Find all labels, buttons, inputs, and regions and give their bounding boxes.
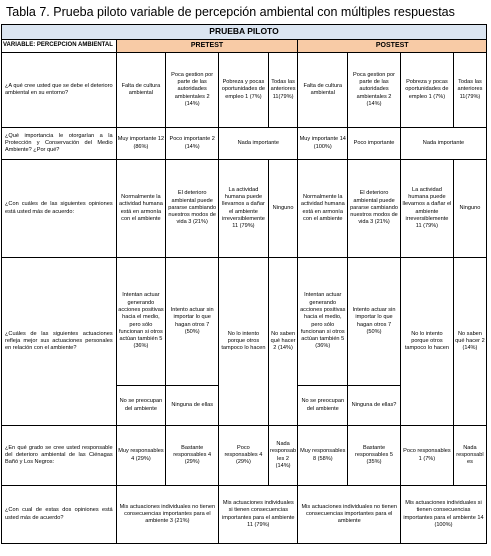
- table-row: [2, 128, 487, 160]
- postest-option: Muy importante 14 (100%): [298, 128, 348, 160]
- table-row: [2, 160, 487, 258]
- postest-option: Ninguna de ellas?: [348, 386, 401, 426]
- question-cell: ¿En qué grado se cree usted responsable del deterioro ambiental de las Ciénagas Bañó y Los Negros:: [2, 426, 117, 486]
- postest-option: Muy responsables 8 (58%): [298, 426, 348, 486]
- table-caption: Tabla 7. Prueba piloto variable de percepción ambiental con múltiples respuestas: [6, 5, 455, 19]
- postest-option: La actividad humana puede llevarnos a dañar el ambiente irreversiblemente 11 (79%): [400, 160, 453, 258]
- pretest-option: No saben qué hacer 2 (14%): [268, 258, 298, 426]
- postest-option: Normalmente la actividad humana está en armonía con el ambiente: [298, 160, 348, 258]
- pretest-option: Poco importante 2 (14%): [166, 128, 219, 160]
- question-cell: ¿Cuáles de las siguientes actuaciones refleja mejor sus actuaciones personales en relación con el ambiente?: [2, 258, 117, 426]
- postest-option: Poco importante: [348, 128, 401, 160]
- results-table: [1, 24, 487, 544]
- pretest-option: Pobreza y pocas oportunidades de empleo 1 (7%): [219, 53, 269, 128]
- pretest-option: Intento actuar sin importar lo que hagan otros 7 (50%): [166, 258, 219, 386]
- postest-option: No se preocupan del ambiente: [298, 386, 348, 426]
- question-cell: ¿A qué cree usted que se debe el deterioro ambiental en su entorno?: [2, 53, 117, 128]
- pretest-option: Falta de cultura ambiental: [116, 53, 166, 128]
- pretest-option: Muy importante 12 (86%): [116, 128, 166, 160]
- pretest-option: La actividad humana puede llevarnos a dañar el ambiente irreversiblemente 11 (79%): [219, 160, 269, 258]
- pretest-option: Intentan actuar generando acciones positivas hacia el medio, pero sólo funcionan si otros actúan también 5 (36%): [116, 258, 166, 386]
- postest-option: Intentan actuar generando acciones positivas hacia el medio, pero sólo funcionan si otros actúan también 5 (36%): [298, 258, 348, 386]
- table-row: [2, 258, 487, 386]
- pretest-option: Muy responsables 4 (29%): [116, 426, 166, 486]
- postest-option: Mis actuaciones individuales no tienen consecuencias importantes para el ambiente: [298, 486, 401, 544]
- question-cell: ¿Con cuáles de las siguientes opiniones está usted más de acuerdo:: [2, 160, 117, 258]
- pretest-option: Ninguna de ellas: [166, 386, 219, 426]
- postest-option: No saben qué hacer 2 (14%): [453, 258, 486, 426]
- postest-option: Pobreza y pocas oportunidades de empleo 1 (7%): [400, 53, 453, 128]
- pretest-option: No se preocupan del ambiente: [116, 386, 166, 426]
- question-cell: ¿Qué importancia le otorgarían a la Protección y Conservación del Medio Ambiente? ¿Por qué?: [2, 128, 117, 160]
- postest-option: El deterioro ambiental puede pararse cambiando nuestros modos de vida 3 (21%): [348, 160, 401, 258]
- postest-option: Bastante responsables 5 (35%): [348, 426, 401, 486]
- question-cell: ¿Con cual de estas dos opiniones está usted más de acuerdo?: [2, 486, 117, 544]
- pretest-option: Nada importante: [219, 128, 298, 160]
- postest-option: Nada importante: [400, 128, 486, 160]
- pretest-option: Todas las anteriores 11(79%): [268, 53, 298, 128]
- variable-label: VARIABLE: PERCEPCION AMBIENTAL: [2, 40, 117, 53]
- pretest-option: Nada responsables 2 (14%): [268, 426, 298, 486]
- table-row: [2, 53, 487, 128]
- postest-header: POSTEST: [298, 40, 487, 53]
- postest-option: Poca gestion por parte de las autoridades ambientales 2 (14%): [348, 53, 401, 128]
- postest-option: Ninguno: [453, 160, 486, 258]
- table-row: [2, 426, 487, 486]
- table-title: PRUEBA PILOTO: [2, 25, 487, 40]
- postest-option: Intento actuar sin importar lo que hagan otros 7 (50%): [348, 258, 401, 386]
- pretest-option: No lo intento porque otros tampoco lo hacen: [219, 258, 269, 426]
- postest-option: No lo intento porque otros tampoco lo hacen: [400, 258, 453, 426]
- pretest-option: Mis actuaciones individuales si tienen consecuencias importantes para el ambiente 11 (79%): [219, 486, 298, 544]
- pretest-option: Ninguno: [268, 160, 298, 258]
- pretest-option: El deterioro ambiental puede pararse cambiando nuestros modos de vida 3 (21%): [166, 160, 219, 258]
- pretest-option: Poco responsables 4 (29%): [219, 426, 269, 486]
- postest-option: Falta de cultura ambiental: [298, 53, 348, 128]
- postest-option: Nada responsables: [453, 426, 486, 486]
- postest-option: Poco responsables 1 (7%): [400, 426, 453, 486]
- pretest-header: PRETEST: [116, 40, 298, 53]
- table-row: [2, 486, 487, 544]
- pretest-option: Bastante responsables 4 (29%): [166, 426, 219, 486]
- postest-option: Todas las anteriores 11(79%): [453, 53, 486, 128]
- pretest-option: Mis actuaciones individuales no tienen consecuencias importantes para el ambiente 3 (21%): [116, 486, 219, 544]
- pretest-option: Poca gestion por parte de las autoridades ambientales 2 (14%): [166, 53, 219, 128]
- postest-option: Mis actuaciones individuales si tienen consecuencias importantes para el ambiente 14 (100%): [400, 486, 486, 544]
- pretest-option: Normalmente la actividad humana está en armonía con el ambiente: [116, 160, 166, 258]
